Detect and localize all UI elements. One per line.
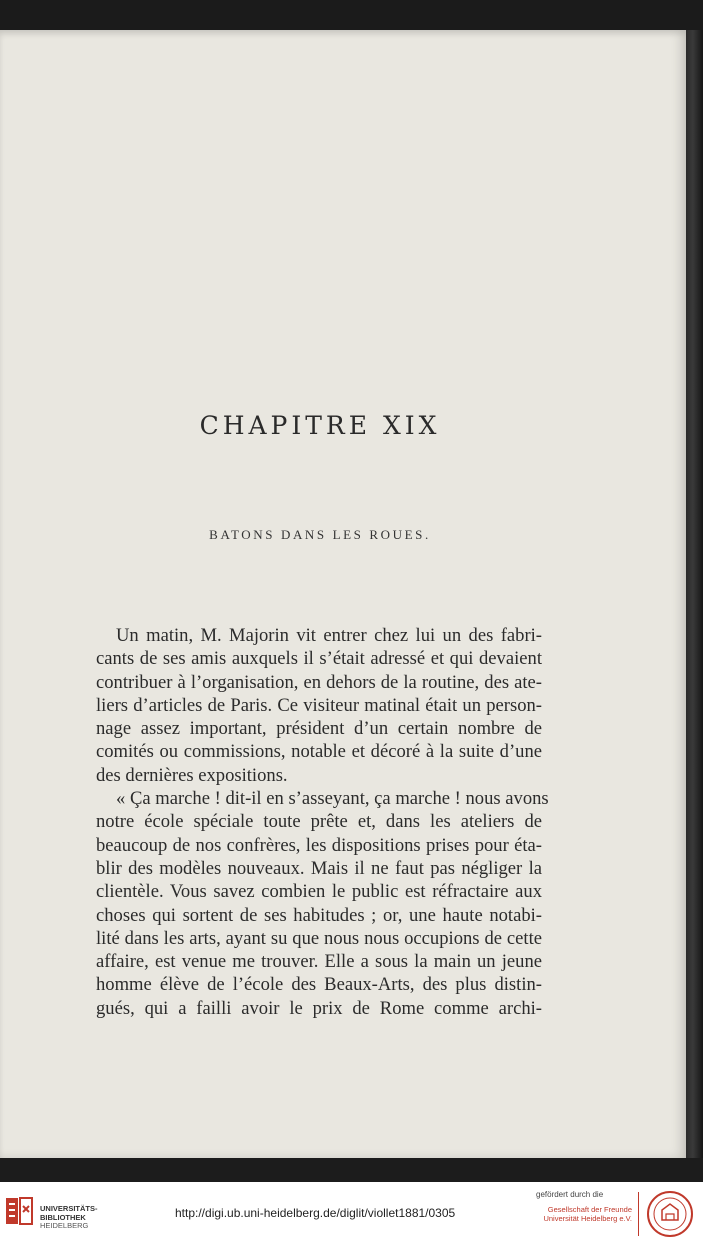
page-edge — [686, 30, 703, 1158]
book-page — [0, 30, 686, 1158]
text-line: cants de ses amis auxquels il s’était adressé et qui devaient — [96, 648, 542, 670]
text-line: homme élève de l’école des Beaux-Arts, des plus distin- — [96, 974, 542, 996]
text-line: des dernières expositions. — [96, 764, 288, 786]
sponsor-name-line: Gesellschaft der Freunde — [547, 1205, 632, 1214]
text-line: choses qui sortent de ses habitudes ; or, une haute notabi- — [96, 904, 542, 926]
text-line: contribuer à l’organisation, en dehors de la routine, des ate- — [96, 671, 542, 693]
text-line: comités ou commissions, notable et décoré à la suite d’une — [96, 741, 542, 763]
text-line: affaire, est venue me trouver. Elle a sous la main un jeune — [96, 951, 542, 973]
body-text — [96, 624, 549, 1020]
chapter-title: CHAPITRE XIX — [199, 411, 441, 440]
text-line: Un matin, M. Majorin vit entrer chez lui un des fabri- — [116, 625, 542, 646]
library-name-line: UNIVERSITÄTS- — [40, 1204, 98, 1213]
text-line: notre école spéciale toute prête et, dans les ateliers de — [96, 811, 542, 833]
permalink-url[interactable]: http://digi.ub.uni-heidelberg.de/diglit/viollet1881/0305 — [175, 1206, 456, 1220]
text-line: gués, qui a failli avoir le prix de Rome comme archi- — [96, 997, 542, 1019]
text-line: beaucoup de nos confrères, les dispositions prises pour éta- — [96, 834, 542, 856]
sponsor-name-line: Universität Heidelberg e.V. — [543, 1214, 632, 1223]
library-name — [40, 1205, 98, 1231]
text-line: lité dans les arts, ayant su que nous nous occupions de cette — [96, 927, 542, 949]
chapter-subtitle: BATONS DANS LES ROUES. — [209, 527, 431, 542]
text-line: blir des modèles nouveaux. Mais il ne faut pas négliger la — [96, 857, 542, 879]
scan-top-border — [0, 0, 703, 30]
text-line: nage assez important, président d’un certain nombre de — [96, 718, 542, 740]
library-logo-icon — [4, 1194, 36, 1228]
sponsor-name — [540, 1205, 632, 1223]
sponsor-divider — [638, 1192, 639, 1236]
university-seal-icon — [646, 1190, 694, 1238]
sponsor-label: gefördert durch die — [536, 1190, 604, 1199]
text-line: « Ça marche ! dit-il en s’asseyant, ça marche ! nous avons — [116, 788, 549, 810]
digitization-footer — [0, 1182, 703, 1240]
library-name-line: HEIDELBERG — [40, 1221, 89, 1230]
library-name-line: BIBLIOTHEK — [40, 1212, 86, 1222]
text-line: liers d’articles de Paris. Ce visiteur matinal était un person- — [96, 694, 542, 716]
text-line: clientèle. Vous savez combien le public est réfractaire aux — [96, 881, 542, 903]
